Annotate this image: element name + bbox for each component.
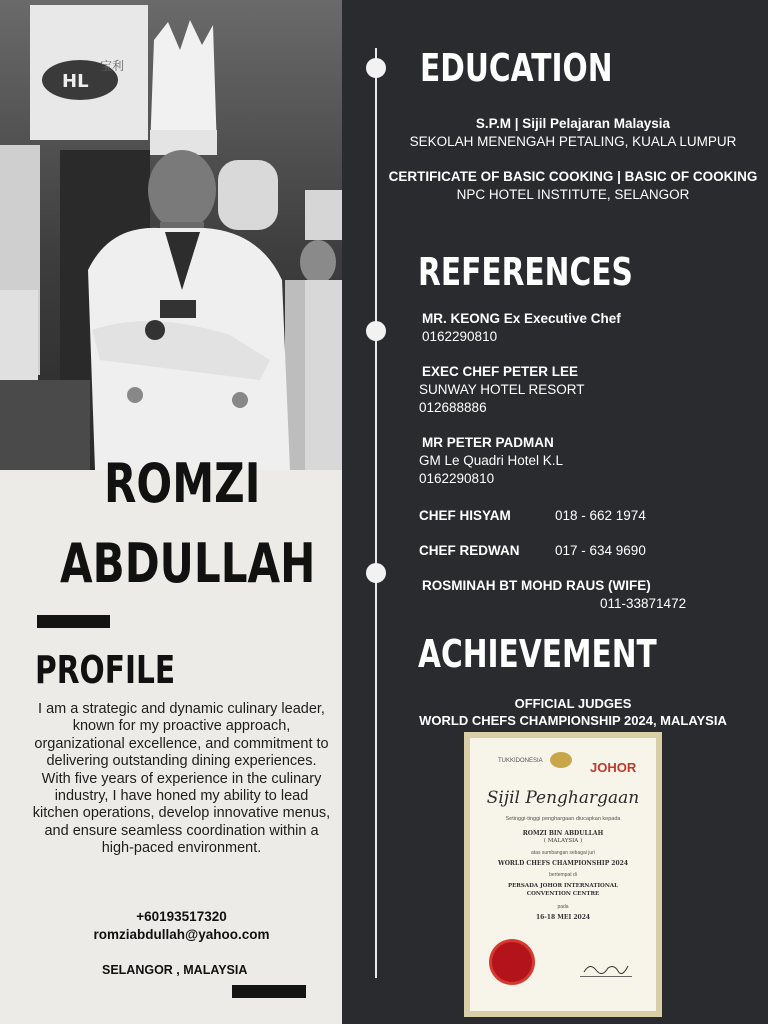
- reference-phone: 011-33871472: [600, 596, 687, 611]
- certificate-event: WORLD CHEFS CHAMPIONSHIP 2024: [497, 860, 629, 867]
- education-item-place: NPC HOTEL INSTITUTE, SELANGOR: [456, 187, 690, 202]
- divider-bar: [37, 615, 110, 628]
- timeline-line: [375, 48, 377, 978]
- certificate-role: atas sumbangan sebagai juri: [531, 850, 595, 856]
- timeline-dot: [366, 563, 386, 583]
- banner-cn-text: 宝利: [100, 59, 125, 73]
- certificate-held-at: bertempat di: [549, 872, 577, 878]
- contact-email: romziabdullah@yahoo.com: [93, 927, 270, 942]
- education-item-title: CERTIFICATE OF BASIC COOKING | BASIC OF COOKING: [388, 169, 758, 184]
- contact-location: SELANGOR , MALAYSIA: [102, 963, 248, 977]
- education-heading: EDUCATION: [420, 46, 613, 90]
- reference-phone: 018 - 662 1974: [555, 508, 646, 523]
- reference-name: MR. KEONG Ex Executive Chef: [422, 311, 621, 326]
- certificate-recipient: ROMZI BIN ABDULLAH: [522, 830, 604, 837]
- certificate-title: Sijil Penghargaan: [486, 788, 640, 808]
- timeline-dot: [366, 321, 386, 341]
- contact-phone: +60193517320: [136, 909, 227, 924]
- certificate-on: pada: [557, 904, 569, 910]
- reference-phone: 017 - 634 9690: [555, 543, 646, 558]
- certificate-logo-left: TUKKIDONESIA: [498, 758, 543, 764]
- certificate-country: ( MALAYSIA ): [543, 838, 583, 844]
- reference-place: SUNWAY HOTEL RESORT: [419, 382, 585, 397]
- profile-summary: I am a strategic and dynamic culinary leader, known for my proactive approach, organizational excellence, and commitment to delivering outstanding dining experiences. With five years of experience in the culinary industry, I have honed my ability to lead kitchen operations, develop innovative menus, and ensure seamless coordination within a high-paced environment.: [32, 701, 331, 857]
- wax-seal-icon: [492, 942, 532, 982]
- crest-icon: [550, 752, 572, 768]
- education-item-title: S.P.M | Sijil Pelajaran Malaysia: [475, 116, 671, 131]
- reference-phone: 0162290810: [422, 329, 498, 344]
- achievement-line: OFFICIAL JUDGES: [514, 696, 632, 711]
- last-name: ABDULLAH: [60, 532, 316, 595]
- reference-name: CHEF HISYAM: [419, 508, 511, 523]
- reference-phone: 012688886: [419, 400, 487, 415]
- certificate-image: [464, 732, 662, 1017]
- signature-icon: [582, 960, 630, 976]
- reference-place: GM Le Quadri Hotel K.L: [419, 453, 564, 468]
- certificate-logo-right: JOHOR: [590, 760, 637, 775]
- reference-name: ROSMINAH BT MOHD RAUS (WIFE): [422, 578, 651, 593]
- profile-heading: PROFILE: [35, 648, 176, 692]
- achievement-line: WORLD CHEFS CHAMPIONSHIP 2024, MALAYSIA: [419, 713, 727, 728]
- reference-phone: 0162290810: [419, 471, 495, 486]
- divider-bar-bottom: [232, 985, 306, 998]
- chef-photo: [0, 0, 342, 470]
- signature-line: [580, 976, 632, 977]
- reference-name: MR PETER PADMAN: [422, 435, 554, 450]
- certificate-date: 16-18 MEI 2024: [535, 914, 591, 921]
- banner-text: HL: [62, 71, 89, 92]
- achievement-heading: ACHIEVEMENT: [418, 632, 657, 676]
- first-name: ROMZI: [104, 452, 261, 515]
- references-heading: REFERENCES: [418, 250, 633, 294]
- certificate-venue: PERSADA JOHOR INTERNATIONAL CONVENTION CENTRE: [507, 883, 619, 897]
- certificate-subtitle: Setinggi-tinggi penghargaan diucapkan kepada: [505, 816, 621, 822]
- timeline-dot: [366, 58, 386, 78]
- reference-name: EXEC CHEF PETER LEE: [422, 364, 579, 379]
- education-item-place: SEKOLAH MENENGAH PETALING, KUALA LUMPUR: [409, 134, 737, 149]
- chef-photo-illustration: [0, 0, 342, 470]
- reference-name: CHEF REDWAN: [419, 543, 520, 558]
